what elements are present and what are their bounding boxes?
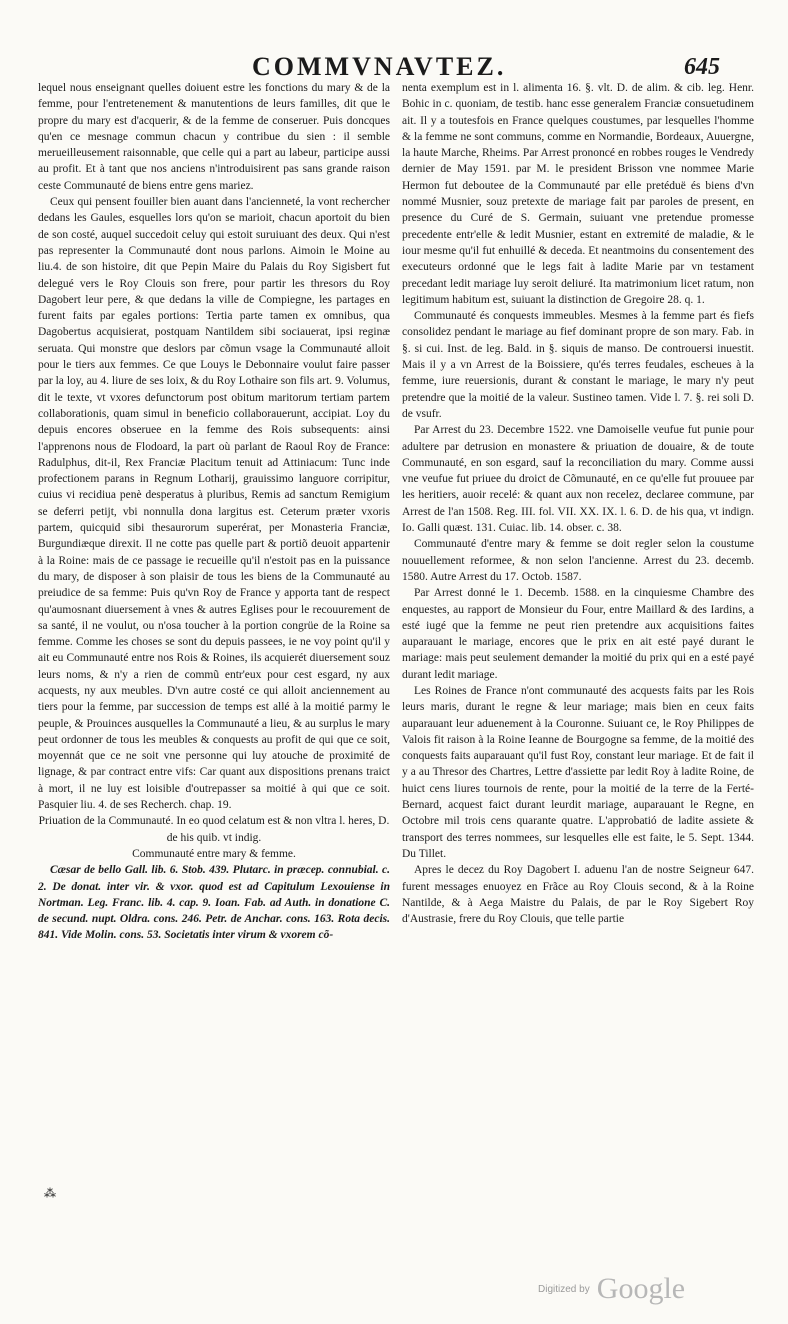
- printer-ornament: ⁂: [44, 1186, 56, 1200]
- google-watermark: [538, 1272, 685, 1304]
- google-logo-icon: Google: [596, 1272, 686, 1305]
- paragraph: Communauté d'entre mary & femme se doit regler selon la coustume nouuellement reformee, & non selon l'ancienne. Arrest du 23. decemb. 1580. Autre Arrest du 17. Octob. 1587.: [402, 538, 754, 583]
- paragraph: Apres le decez du Roy Dagobert I. aduenu l'an de nostre Seigneur 647. furent messages enuoyez en Frãce au Roy Clouis second, & à la Roine Nantilde, & à Aega Maistre du Palais, de par le Roy Sigebert Roy d'Austrasie, frere du Roy Clouis, que telle partie: [402, 864, 754, 926]
- page-title: COMMVNAVTEZ.: [252, 52, 507, 81]
- watermark-prefix: Digitized by: [538, 1284, 590, 1295]
- paragraph: Communauté és conquests immeubles. Mesmes à la femme part és fiefs consolidez pendant le mariage au fief dominant propre de son mary. Fab. in §. si cui. Inst. de leg. Bald. in §. siquis de manso. De controuersi inuestit. Mais il y a vn Arrest de la Boissiere, qu'és terres feudales, escheues à la femme, iure reuersionis, durant & constant le mariage, le mary n'y peut pretendre que la moitié de la valeur. Sustineo tamen. Vide l. 7. §. rei soli D. de vsufr.: [402, 310, 754, 420]
- page-number: 645: [684, 54, 720, 80]
- section-heading: Communauté entre mary & femme.: [132, 847, 296, 860]
- running-head: [0, 52, 788, 82]
- citation-paragraph: Cæsar de bello Gall. lib. 6. Stob. 439. Plutarc. in præcep. connubial. c. 2. De donat. inter vir. & vxor. quod est ad Capitulum Lexouiense in Nortman. Leg. Franc. lib. 4. cap. 9. Ioan. Fab. ad Auth. in donatione C. de secund. nupt. Oldra. cons. 246. Petr. de Anchar. cons. 163. Rota decis. 841. Vide Molin. cons. 53. Societatis inter virum & vxorem cõ-: [38, 864, 390, 942]
- paragraph: Ceux qui pensent fouiller bien auant dans l'ancienneté, la vont rechercher dedans les Gaules, esquelles lors qu'on se marioit, chacun aportoit du bien de son costé, auquel succedoit celuy qui estoit suruiuant des deux. Qui n'est pas representer la Communauté dont nous parlons. Aimoin le Moine au liu.4. de son histoire, dit que Pepin Maire du Palais du Roy Sigisbert fut delegué vers le Roy Clouis son frere, pour partir les thresors du Roy Dagobert leur pere, & que dedans la ville de Compiegne, les partages en furent faits par egales portions: Tertia parte tamen ex omnibus, qua Dagobertus acquisierat, postquam Nantildem sibi sociauerat, ipsi reginæ seruata. Qui monstre que deslors par cõmun vsage la Communauté alloit pour le tiers aux femmes. Ce que Louys le Debonnaire voulut faire passer par la loy, au 4. liure de ses loix, & du Roy Lothaire son fils art. 9. Volumus, dit le texte, vt vxores defunctorum post obitum maritorum tertiam partem collaborationis, quam simul in beneficio collaborauerunt, accipiat. Loy du depuis encores obseruee en la femme des Rois subsequents: ainsi l'apprenons nous de Flodoard, la part où parlant de Raoul Roy de France: Radulphus, dit-il, Rex Franciæ Placitum tenuit ad Attiniacum: Tunc inde profectionem parans in Regnum Lotharij, grauissimo languore corripitur, cuius vi recidiua penè desperatus à pluribus, Remis ad sanctum Remigium se deferri petijt, vbi nonnulla dona largitus est. Ceterum præter vxoris partem, quicquid sibi thesaurorum superérat, per Monasteria Franciæ, Burgundiæque direxit. Il ne cotte pas quelle part & portiõ deuoit appartenir à la Roine: mais de ce passage ie recueille qu'il n'estoit pas en la puissance du mary, de disposer à son plaisir de tous les biens de la Communauté au preiudice de sa femme: Puis qu'vn Roy de France y apporta tant de respect qu'aumosnant diuersement à vnes & autres Eglises pour le recouurement de sa santé, il ne voulut, ou n'osa toucher à la portion congrüe de la Roine sa femme. Comme les choses se sont du depuis passees, ie ne voy point qu'il y ait eu Communauté entre nos Rois & Roines, ils acquierét diuersement souz leurs noms, & n'y a rien de commũ entr'eux pour cest esgard, ny aux acquests, ny aux meubles. D'vn autre costé ce qui alloit anciennement au tiers pour la femme, par succession de temps est allé à la moitié parmy le peuple, & Prouinces ausquelles la Communauté a lieu, & au surplus le mary peut ordonner de tous les meubles & conquests au profit de qui que ce soit, moyennát que ce ne soit vne personne qui luy atouche de proximité de lignage, & par contract entre vifs: Car quant aux dispositions prenans traict à mort, il ne luy est loisible d'outrepasser sa moitié à qui que ce soit. Pasquier liu. 4. de ses Recherch. chap. 19.: [38, 196, 390, 812]
- paragraph: lequel nous enseignant quelles doiuent estre les fonctions du mary & de la femme, pour l'entretenement & manutentions de leurs familles, dit que le propre du mary est d'acquerir, & de la femme de conseruer. Puis doncques qu'en ce mesnage commun chacun y contribue du sien : il semble merueilleusement raisonnable, que celle qui a part au labeur, participe aussi au profit. Et à tant que nos anciens n'introduisirent pas sans grande raison ceste Communauté de biens entre gens mariez.: [38, 82, 390, 192]
- paragraph: nenta exemplum est in l. alimenta 16. §. vlt. D. de alim. & cib. leg. Henr. Bohic in c. quoniam, de testib. hanc esse generalem Franciæ consuetudinem ait. Il y a toutesfois en France quelques coustumes, par lesquelles l'homme & la femme ne sont communs, comme en Normandie, Bordeaux, Auuergne, la haute Marche, Rheims. Par Arrest prononcé en robbes rouges le Vendredy dernier de May 1591. par M. le president Brisson vne nommee Marie Hermon fut deboutee de la Communauté par elle pretéduë és biens d'vn nommé Musnier, souz pretexte de mariage fait par paroles de present, en presence du Curé de S. Germain, suiuant vne pretendue promesse precedente entr'elle & ledit Musnier, estant en extremité de maladie, & le iour mesme qu'il fut enhuillé & deceda. Et neantmoins du consentement des executeurs ordonné que le legs fait à ladite Marie par vn testament precedant ledit mariage luy seroit deliuré. Ita matrimonium licet ratum, non legitimum habitum est, suiuant la distinction de Gregoire 28. q. 1.: [402, 82, 754, 306]
- paragraph: Par Arrest du 23. Decembre 1522. vne Damoiselle veufue fut punie pour adultere par detrusion en monastere & priuation de douaire, & de toute Communauté, en son esgard, sauf la reconciliation du mary. Comme aussi vne veufue fut priuee du droict de Cõmunauté, en ce qu'elle fut prouuee par les heritiers, auoir recelé: & quant aux non recelez, declaree commune, par Arrest de l'an 1508. Reg. III. fol. VII. XX. IX. l. 6. D. de his qua, vt indign. Io. Galli quæst. 131. Cuiac. lib. 14. obser. c. 38.: [402, 424, 754, 535]
- paragraph: Par Arrest donné le 1. Decemb. 1588. en la cinquiesme Chambre des enquestes, au rapport de Monsieur du Four, entre Maillard & des Iardins, a esté iugé que la femme ne peut rien pretendre aux acquisitions faites auparauant le mariage, encores que le prix en ait esté payé durant le mariage: mais peut seulement demander la moitié du prix qui en a esté payé durant ledit mariage.: [402, 587, 754, 681]
- paragraph: Les Roines de France n'ont communauté des acquests faits par les Rois leurs maris, durant le regne & leur mariage; mais bien en ceux faits auparauant leur aduenement à la Couronne. Suiuant ce, le Roy Philippes de Valois fit raison à la Roine Ieanne de Bourgogne sa femme, de la moitié des conquests faits auparauant qu'il fust Roy, constant leur mariage. Et de fait il y a au Thresor des Chartres, Lettre d'assiette par ledit Roy à ladite Roine, de huict cens liures tournois de rente, pour la moitié de la terre de la Ferté-Bernard, acquest faict durant leurdit mariage, auparauant le Regne, en Octobre mil trois cens quarante quatre. L'approbatió de ladite assiete & transport des terres nommees, sur lesquelles elle est faite, le 5. Sept. 1344. Du Tillet.: [402, 684, 754, 860]
- marginal-note: Priuation de la Communauté. In eo quod celatum est & non vltra l. heres, D. de his quib. vt indig.: [38, 815, 390, 844]
- right-column: [402, 80, 754, 1240]
- left-column: [38, 80, 390, 1186]
